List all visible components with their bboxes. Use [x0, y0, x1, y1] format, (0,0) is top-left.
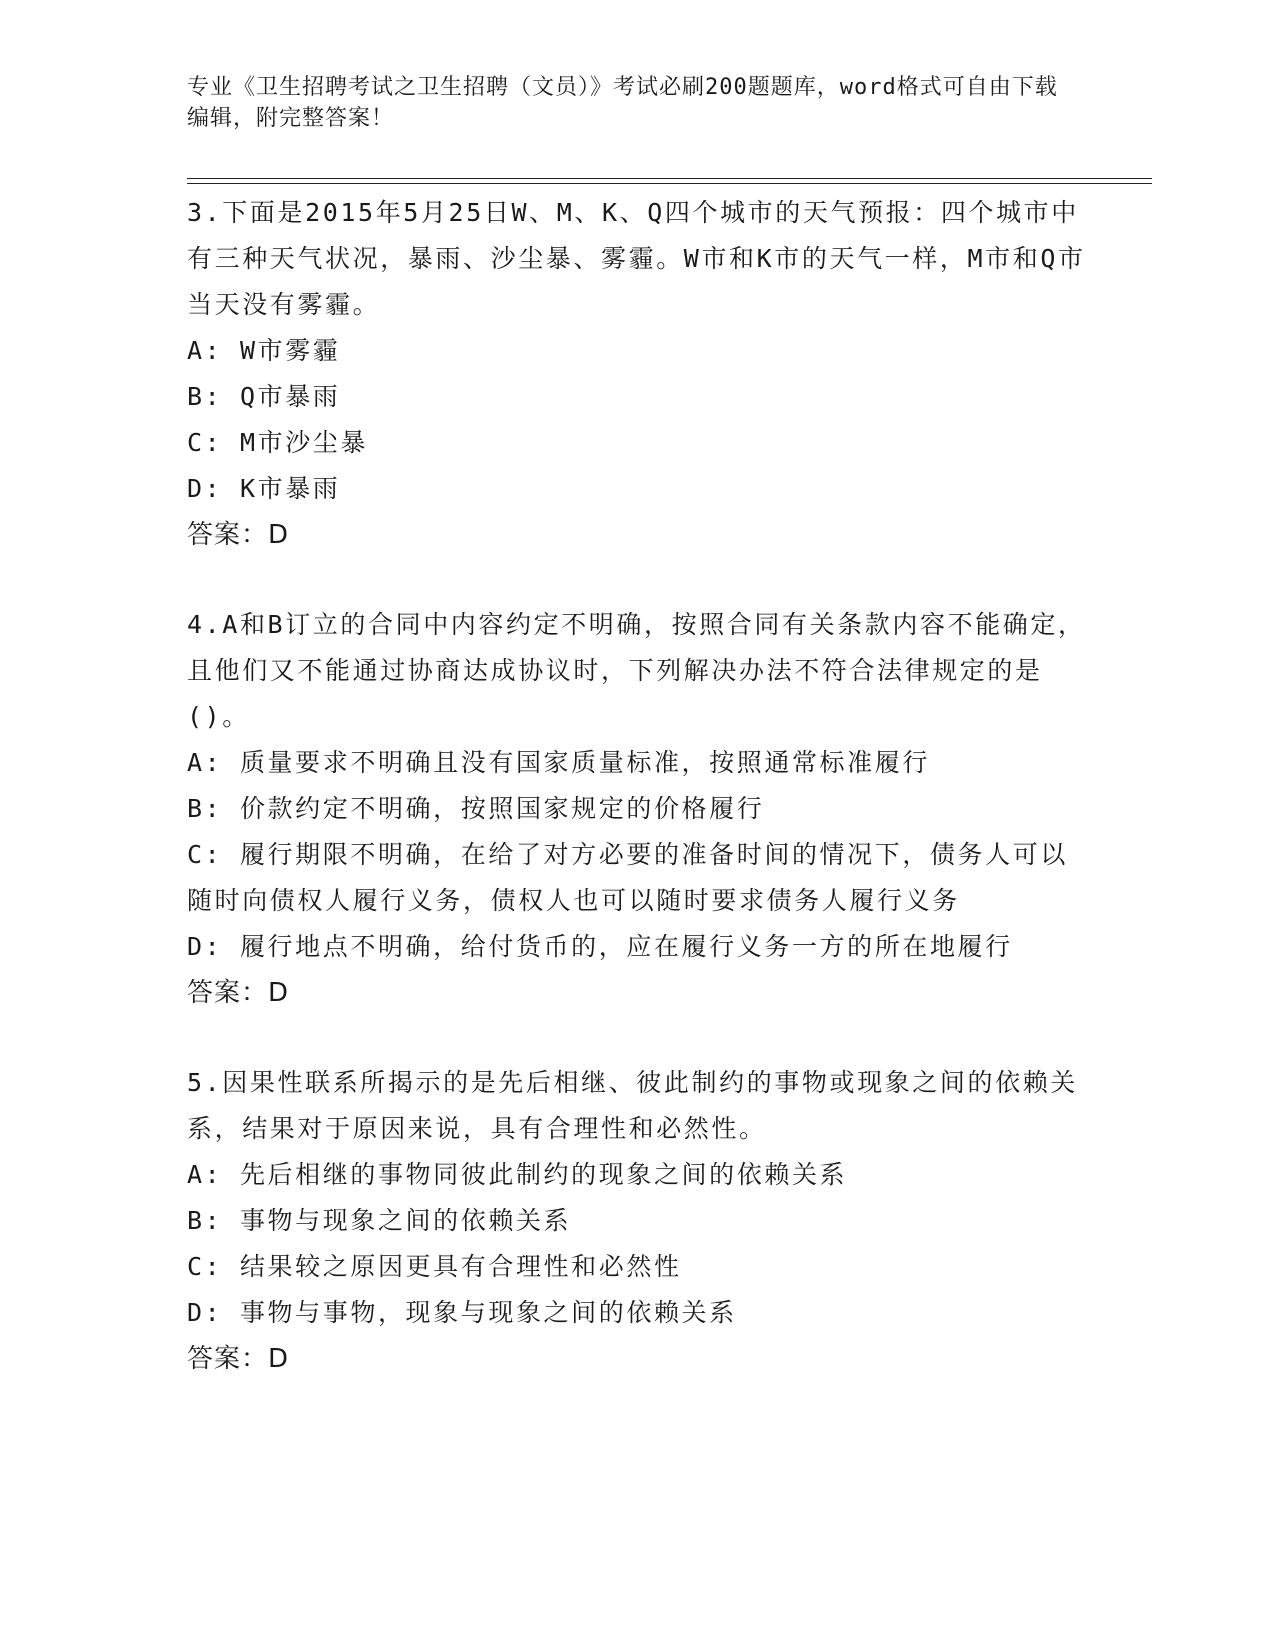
question-stem: 3.下面是2015年5月25日W、M、K、Q四个城市的天气预报：四个城市中有三种天气状况，暴雨、沙尘暴、雾霾。W市和K市的天气一样，M市和Q市当天没有雾霾。: [187, 198, 1086, 319]
option-d: D: K市暴雨: [187, 474, 341, 503]
option-d: D: 事物与事物，现象与现象之间的依赖关系: [187, 1298, 737, 1327]
question-item: [187, 190, 1087, 558]
question-stem: 5.因果性联系所揭示的是先后相继、彼此制约的事物或现象之间的依赖关系，结果对于原因来说，具有合理性和必然性。: [187, 1068, 1078, 1143]
option-a: A: 质量要求不明确且没有国家质量标准，按照通常标准履行: [187, 748, 930, 777]
question-item: [187, 602, 1087, 1016]
question-list: [187, 190, 1087, 1426]
option-b: B: 事物与现象之间的依赖关系: [187, 1206, 572, 1235]
option-a: A: W市雾霾: [187, 336, 341, 365]
answer-label: 答案：D: [187, 978, 290, 1008]
option-c: C: 结果较之原因更具有合理性和必然性: [187, 1252, 682, 1281]
question-stem: 4.A和B订立的合同中内容约定不明确，按照合同有关条款内容不能确定，且他们又不能通过协商达成协议时，下列解决办法不符合法律规定的是()。: [187, 610, 1086, 731]
option-c: C: 履行期限不明确，在给了对方必要的准备时间的情况下，债务人可以随时向债权人履行义务，债权人也可以随时要求债务人履行义务: [187, 840, 1068, 915]
answer-label: 答案：D: [187, 1344, 290, 1374]
option-b: B: 价款约定不明确，按照国家规定的价格履行: [187, 794, 765, 823]
header-rule-top: [187, 178, 1152, 179]
option-a: A: 先后相继的事物同彼此制约的现象之间的依赖关系: [187, 1160, 848, 1189]
option-d: D: 履行地点不明确，给付货币的，应在履行义务一方的所在地履行: [187, 932, 1013, 961]
document-header: 专业《卫生招聘考试之卫生招聘（文员）》考试必刷200题题库，word格式可自由下载编辑，附完整答案！: [187, 75, 1058, 131]
answer-label: 答案：D: [187, 520, 290, 550]
header-rule-bottom: [187, 183, 1152, 184]
question-item: [187, 1060, 1087, 1382]
option-c: C: M市沙尘暴: [187, 428, 369, 457]
option-b: B: Q市暴雨: [187, 382, 341, 411]
